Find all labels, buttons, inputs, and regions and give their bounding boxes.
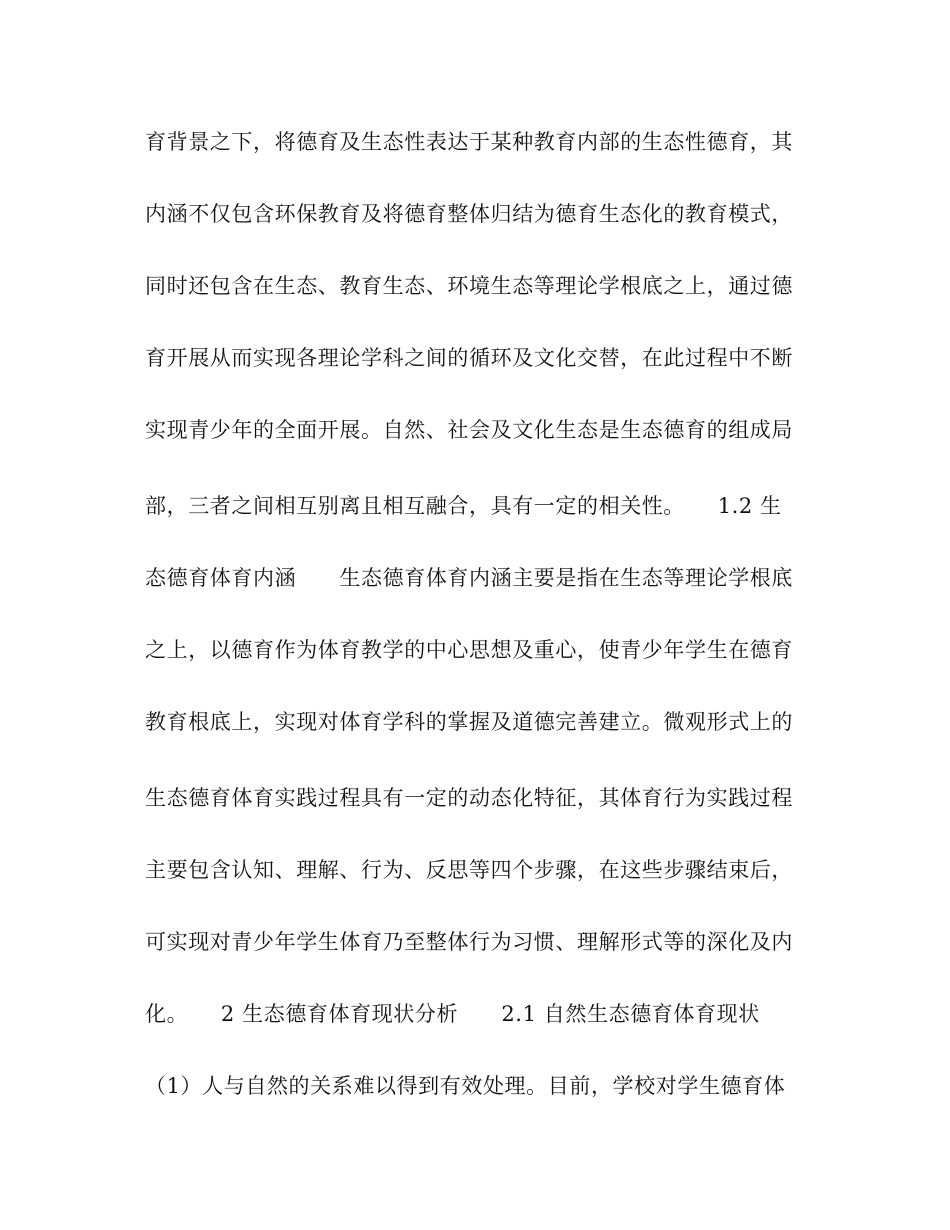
text-line: 之上，以德育作为体育教学的中心思想及重心，使青少年学生在德育 — [145, 638, 793, 662]
text-line: 可实现对青少年学生体育乃至整体行为习惯、理解形式等的深化及内 — [145, 930, 793, 954]
text-line: 教育根底上，实现对体育学科的掌握及道德完善建立。微观形式上的 — [145, 710, 793, 734]
text-line: 态德育体育内涵 生态德育体育内涵主要是指在生态等理论学根底 — [145, 566, 793, 590]
text-line: 生态德育体育实践过程具有一定的动态化特征，其体育行为实践过程 — [145, 786, 793, 810]
text-line: 内涵不仅包含环保教育及将德育整体归结为德育生态化的教育模式， — [145, 202, 793, 226]
text-line: 育开展从而实现各理论学科之间的循环及文化交替，在此过程中不断 — [145, 346, 793, 370]
text-line: 同时还包含在生态、教育生态、环境生态等理论学根底之上，通过德 — [145, 274, 793, 298]
text-line: 化。 2 生态德育体育现状分析 2.1 自然生态德育体育现状 — [145, 1002, 760, 1026]
text-line: 育背景之下，将德育及生态性表达于某种教育内部的生态性德育，其 — [145, 130, 793, 154]
text-line: （1）人与自然的关系难以得到有效处理。目前，学校对学生德育体 — [145, 1074, 786, 1098]
text-line: 主要包含认知、理解、行为、反思等四个步骤，在这些步骤结束后， — [145, 858, 793, 882]
text-line: 实现青少年的全面开展。自然、社会及文化生态是生态德育的组成局 — [145, 418, 793, 442]
text-line: 部，三者之间相互别离且相互融合，具有一定的相关性。 1.2 生 — [145, 494, 782, 518]
